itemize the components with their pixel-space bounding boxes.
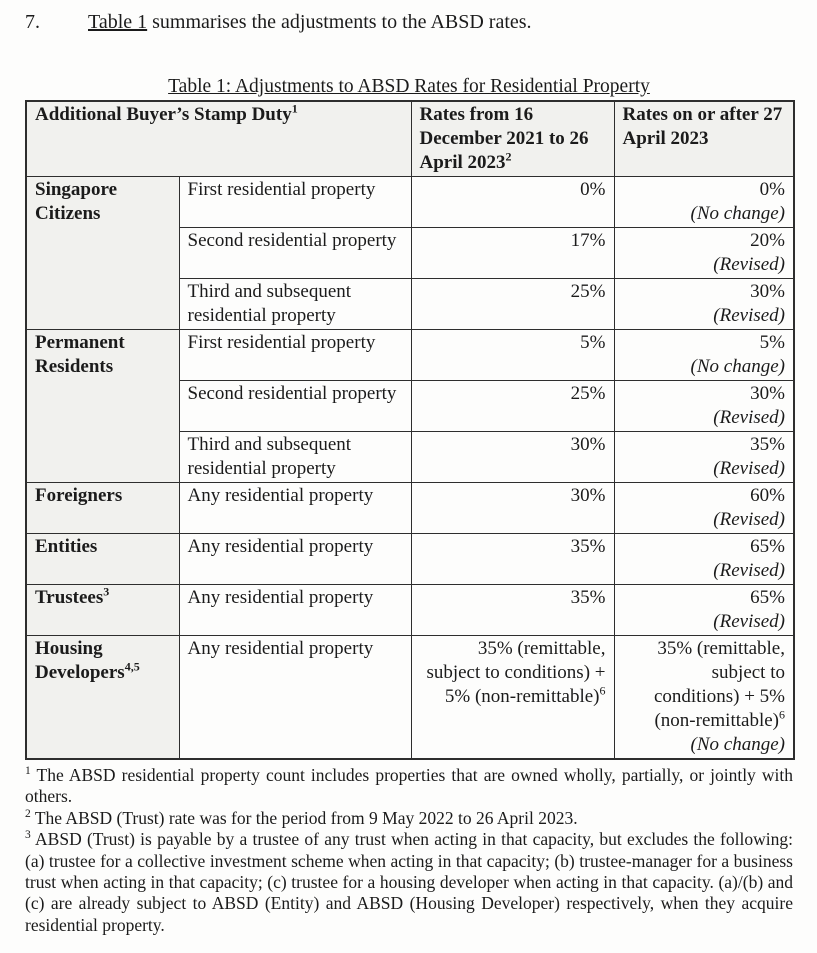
rate-note: (No change) — [690, 203, 785, 224]
rate-note: (No change) — [690, 734, 785, 755]
rate-before-cell: 30% — [411, 432, 614, 483]
rate-before-cell: 0% — [411, 177, 614, 228]
category-foreigners: Foreigners — [26, 483, 179, 534]
header-absd: Additional Buyer’s Stamp Duty$^1$ — [26, 101, 411, 177]
category-singapore-citizens: Singapore Citizens — [26, 177, 179, 330]
footnote-3: $^3$ ABSD (Trust) is payable by a trustee of any trust when acting in that capacity, but excludes the following: (a) trustee for a collective investment scheme when acting in that capacity; (b) trustee-manager for a business trust when acting in that capacity; (c) trustee for a housing developer when acting in that capacity. (a)/(b) and (c) are already subject to ABSD (Entity) and ABSD (Housing Developer) respectively, when they acquire residential property. — [25, 829, 793, 935]
rate-before-cell: 30% — [411, 483, 614, 534]
absd-rates-table — [25, 100, 795, 760]
property-cell: Any residential property — [179, 483, 411, 534]
property-cell: Third and subsequent residential property — [179, 279, 411, 330]
footnote-2: $^2$ The ABSD (Trust) rate was for the period from 9 May 2022 to 26 April 2023. — [25, 807, 578, 828]
property-cell: Any residential property — [179, 585, 411, 636]
rate-note: (Revised) — [713, 611, 785, 632]
rate-after-cell: 30% (Revised) — [614, 381, 794, 432]
table-title: Table 1: Adjustments to ABSD Rates for Residential Property — [168, 76, 650, 97]
table-row — [26, 177, 794, 228]
rate-after-cell: 60% (Revised) — [614, 483, 794, 534]
rate-note: (Revised) — [713, 254, 785, 275]
rate-after-cell: 0% (No change) — [614, 177, 794, 228]
header-rates-after: Rates on or after 27 April 2023 — [614, 101, 794, 177]
category-permanent-residents: Permanent Residents — [26, 330, 179, 483]
rate-note: (Revised) — [713, 560, 785, 581]
rate-before-cell: 17% — [411, 228, 614, 279]
rate-after-cell: 65% (Revised) — [614, 534, 794, 585]
table-row — [26, 534, 794, 585]
category-housing-developers: Housing Developers$^{4,5}$ — [26, 636, 179, 760]
table1-reference: Table 1 — [88, 11, 148, 33]
property-cell: First residential property — [179, 177, 411, 228]
rate-note: (Revised) — [713, 305, 785, 326]
rate-after-cell: 35% (Revised) — [614, 432, 794, 483]
rate-after-cell: 35% (remittable, subject to conditions) + 5% (non-remittable)$^6$ (No change) — [614, 636, 794, 760]
header-row — [26, 101, 794, 177]
property-cell: Second residential property — [179, 228, 411, 279]
table-row — [26, 483, 794, 534]
rate-note: (No change) — [690, 356, 785, 377]
rate-before-cell: 35% — [411, 585, 614, 636]
property-cell: First residential property — [179, 330, 411, 381]
header-rates-before: Rates from 16 December 2021 to 26 April 2023$^2$ — [411, 101, 614, 177]
table-row — [26, 585, 794, 636]
property-cell: Second residential property — [179, 381, 411, 432]
category-entities: Entities — [26, 534, 179, 585]
property-cell: Any residential property — [179, 636, 411, 760]
rate-before-cell: 35% — [411, 534, 614, 585]
rate-before-cell: 25% — [411, 381, 614, 432]
rate-note: (Revised) — [713, 458, 785, 479]
rate-before-cell: 5% — [411, 330, 614, 381]
rate-note: (Revised) — [713, 407, 785, 428]
rate-after-cell: 65% (Revised) — [614, 585, 794, 636]
footnote-1: $^1$ The ABSD residential property count includes properties that are owned wholly, partially, or jointly with others. — [25, 765, 793, 807]
item-number: 7. — [25, 11, 40, 33]
property-cell: Any residential property — [179, 534, 411, 585]
intro-rest: summarises the adjustments to the ABSD rates. — [147, 11, 532, 33]
footnotes — [25, 765, 793, 936]
property-cell: Third and subsequent residential property — [179, 432, 411, 483]
rate-after-cell: 5% (No change) — [614, 330, 794, 381]
table-row — [26, 330, 794, 381]
rate-note: (Revised) — [713, 509, 785, 530]
table-row — [26, 636, 794, 760]
category-trustees: Trustees$^3$ — [26, 585, 179, 636]
intro-text — [88, 8, 532, 36]
intro-paragraph — [25, 8, 793, 36]
rate-after-cell: 30% (Revised) — [614, 279, 794, 330]
rate-after-cell: 20% (Revised) — [614, 228, 794, 279]
rate-before-cell: 25% — [411, 279, 614, 330]
rate-before-cell: 35% (remittable, subject to conditions) + 5% (non-remittable)$^6$ — [411, 636, 614, 760]
